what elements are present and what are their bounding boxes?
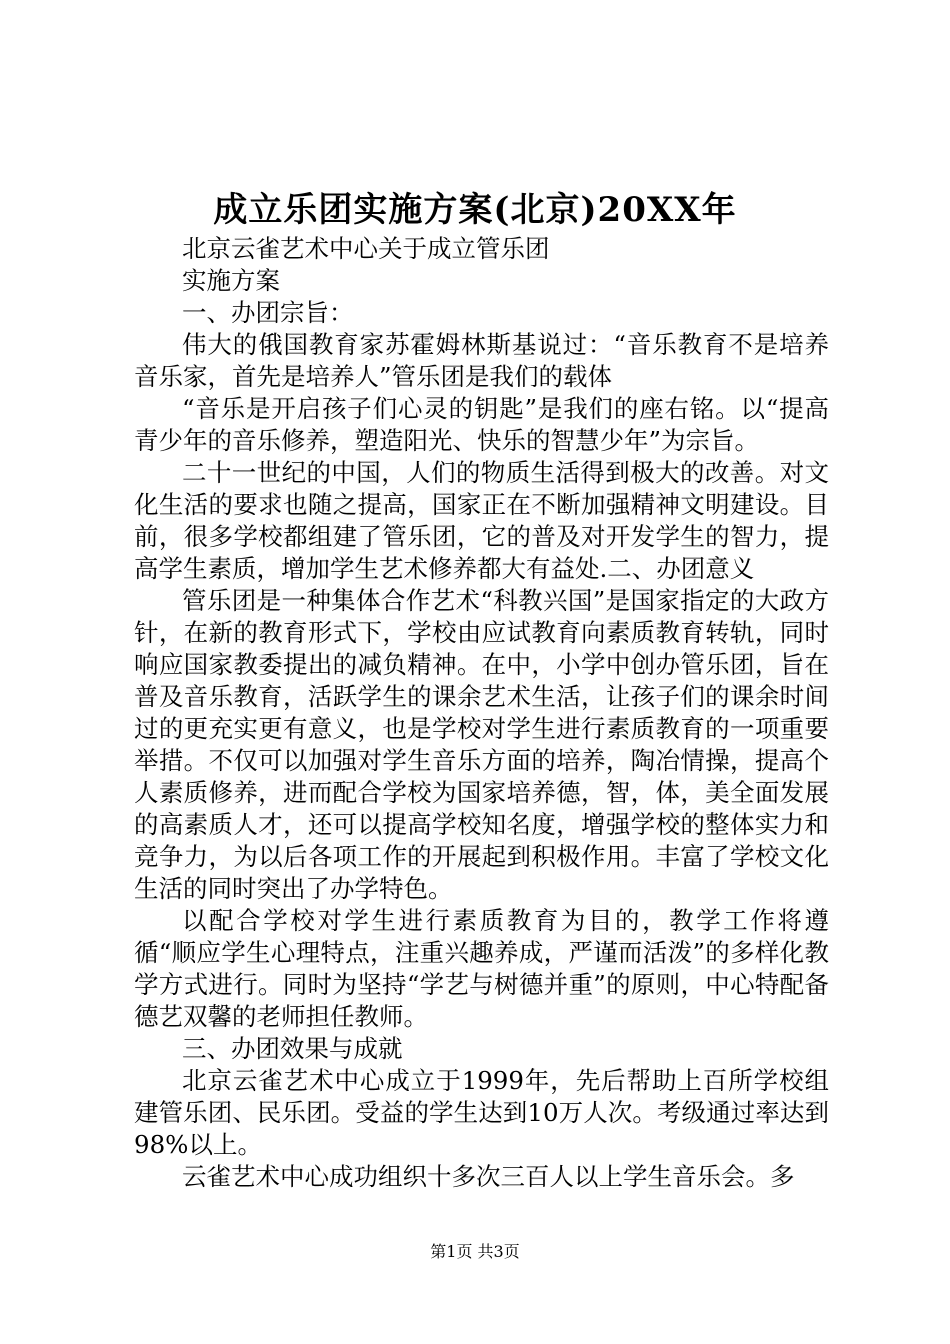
page-footer: 第1页 共3页 <box>430 1242 520 1261</box>
document-body <box>134 233 829 1193</box>
paragraph-org-heading: 北京云雀艺术中心关于成立管乐团 <box>182 234 550 263</box>
paragraph: 伟大的俄国教育家苏霍姆林斯基说过：“音乐教育不是培养音乐家，首先是培养人”管乐团是我们的载体 <box>134 330 829 391</box>
document-title: 成立乐团实施方案(北京)20XX年 <box>213 190 737 230</box>
section-heading-purpose: 一、办团宗旨： <box>182 298 354 327</box>
paragraph: 以配合学校对学生进行素质教育为目的，教学工作将遵循“顺应学生心理特点，注重兴趣养成，严谨而活泼”的多样化教学方式进行。同时为坚持“学艺与树德并重”的原则，中心特配备德艺双馨的老师担任教师。 <box>134 906 829 1031</box>
section-heading-results: 三、办团效果与成就 <box>182 1034 403 1063</box>
paragraph: “音乐是开启孩子们心灵的钥匙”是我们的座右铭。以“提高青少年的音乐修养，塑造阳光、快乐的智慧少年”为宗旨。 <box>134 394 829 455</box>
paragraph: 北京云雀艺术中心成立于1999年，先后帮助上百所学校组建管乐团、民乐团。受益的学生达到10万人次。考级通过率达到98%以上。 <box>134 1066 829 1159</box>
paragraph: 二十一世纪的中国，人们的物质生活得到极大的改善。对文化生活的要求也随之提高，国家正在不断加强精神文明建设。目前，很多学校都组建了管乐团，它的普及对开发学生的智力，提高学生素质，增加学生艺术修养都大有益处.二、办团意义 <box>134 458 829 583</box>
paragraph-plan-heading: 实施方案 <box>182 266 280 295</box>
paragraph: 云雀艺术中心成功组织十多次三百人以上学生音乐会。多 <box>182 1162 795 1191</box>
paragraph: 管乐团是一种集体合作艺术“科教兴国”是国家指定的大政方针，在新的教育形式下，学校由应试教育向素质教育转轨，同时响应国家教委提出的减负精神。在中，小学中创办管乐团，旨在普及音乐教育，活跃学生的课余艺术生活，让孩子们的课余时间过的更充实更有意义，也是学校对学生进行素质教育的一项重要举措。不仅可以加强对学生音乐方面的培养，陶冶情操，提高个人素质修养，进而配合学校为国家培养德，智，体，美全面发展的高素质人才，还可以提高学校知名度，增强学校的整体实力和竞争力，为以后各项工作的开展起到积极作用。丰富了学校文化生活的同时突出了办学特色。 <box>134 586 829 903</box>
